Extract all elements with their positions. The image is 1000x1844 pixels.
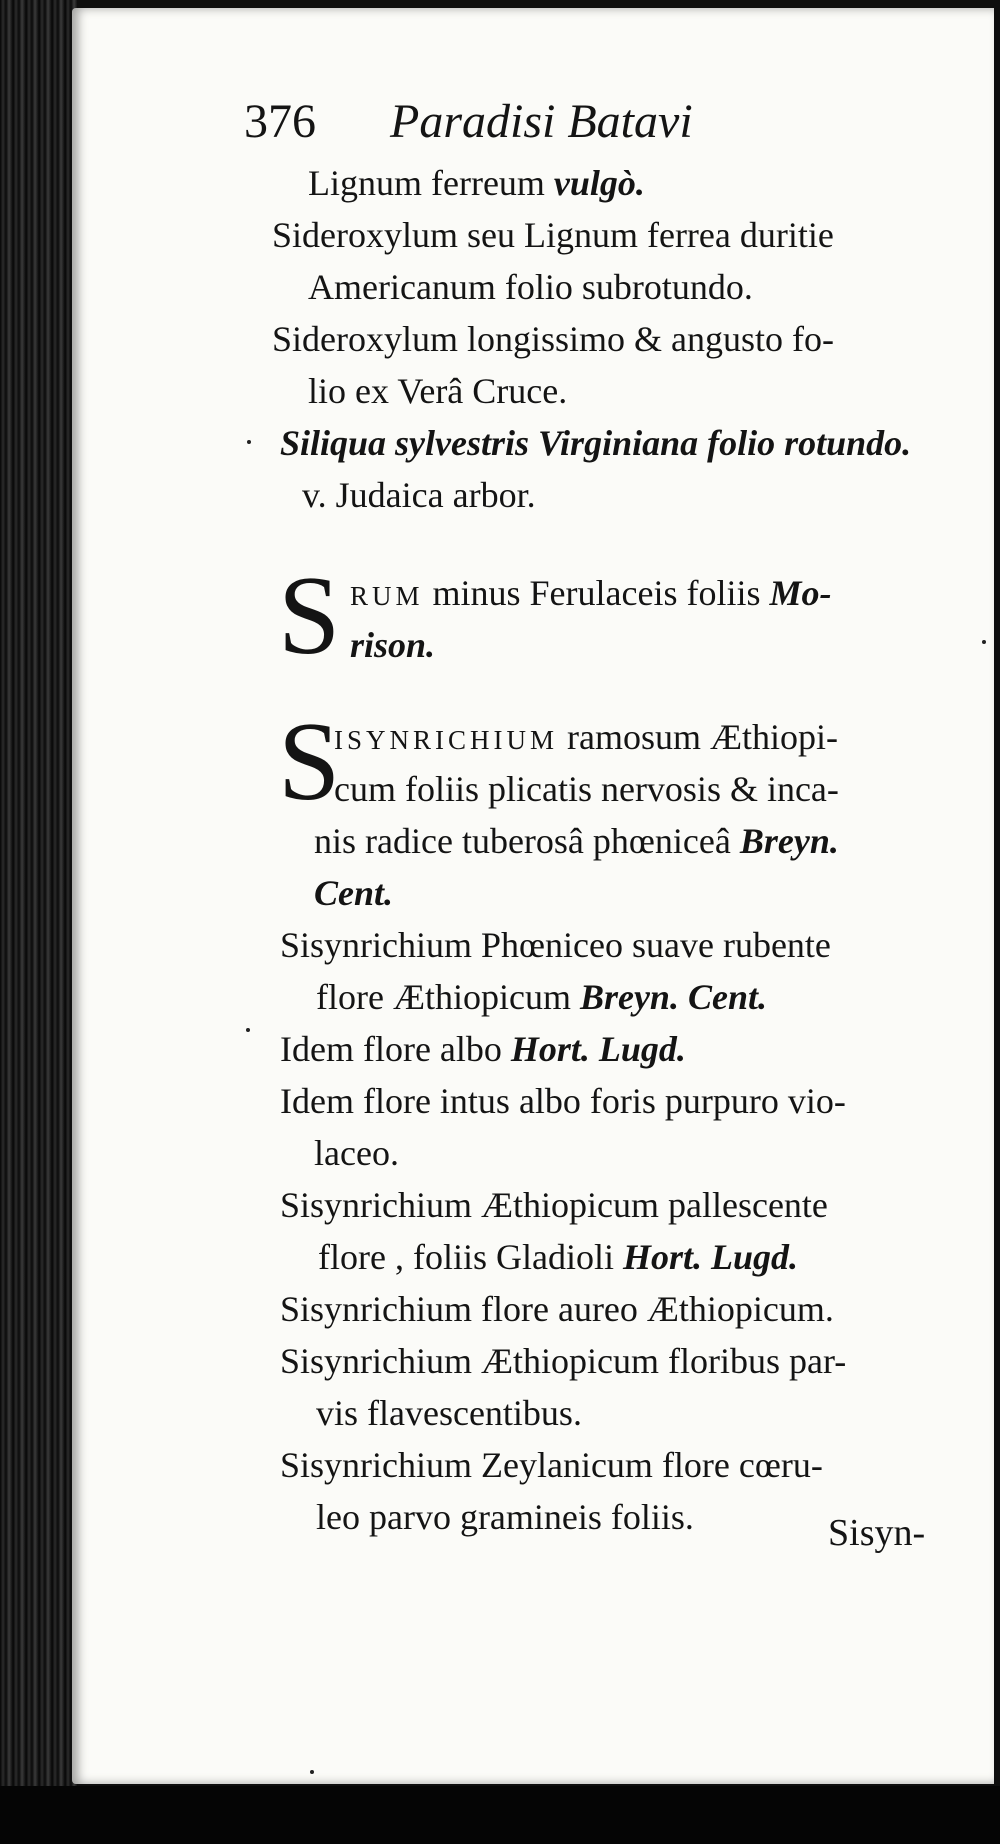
text-line: cum foliis plicatis nervosis & inca- (334, 769, 839, 809)
text-line: lio ex Verâ Cruce. (308, 371, 568, 411)
text-line: Sisynrichium Æthiopicum pallescente (280, 1185, 828, 1225)
text-line: Sisynrichium Phœniceo suave rubente (280, 925, 831, 965)
text-line: flore Æthiopicum Breyn. Cent. (316, 977, 767, 1017)
text-line: nis radice tuberosâ phœniceâ Breyn. (314, 821, 839, 861)
text-line: v. Judaica arbor. (302, 475, 536, 515)
text-line: laceo. (314, 1133, 399, 1173)
text-line: rison. (350, 625, 436, 665)
drop-cap: S (278, 554, 341, 678)
ink-speck (982, 640, 986, 644)
text-line: Idem flore intus albo foris purpuro vio- (280, 1081, 846, 1121)
text-line: Idem flore albo Hort. Lugd. (280, 1029, 686, 1069)
running-title: Paradisi Batavi (390, 95, 693, 148)
text-line: Americanum folio subrotundo. (308, 267, 753, 307)
text-line: vis flavescentibus. (316, 1393, 582, 1433)
drop-cap: S (278, 700, 341, 824)
page-number: 376 (244, 95, 316, 148)
text-line: Siliqua sylvestris Virginiana folio rotundo. (280, 423, 912, 463)
text-line: Sisynrichium Æthiopicum floribus par- (280, 1341, 847, 1381)
text-line: Cent. (314, 873, 394, 913)
ink-speck (246, 1028, 250, 1032)
text-line: Sideroxylum longissimo & angusto fo- (272, 319, 834, 359)
text-line: ISYNRICHIUM ramosum Æthiopi- (334, 717, 838, 757)
catchword: Sisyn- (828, 1512, 926, 1554)
text-line: Sisynrichium Zeylanicum flore cœru- (280, 1445, 823, 1485)
text-line: RUM minus Ferulaceis foliis Mo- (350, 573, 832, 613)
text-line: leo parvo gramineis foliis. (316, 1497, 694, 1537)
text-line: Sideroxylum seu Lignum ferrea duritie (272, 215, 834, 255)
ink-speck (310, 1770, 314, 1774)
text-line: Sisynrichium flore aureo Æthiopicum. (280, 1289, 834, 1329)
ink-speck (247, 440, 251, 444)
text-line: flore , foliis Gladioli Hort. Lugd. (318, 1237, 798, 1277)
text-line: Lignum ferreum vulgò. (308, 163, 645, 203)
